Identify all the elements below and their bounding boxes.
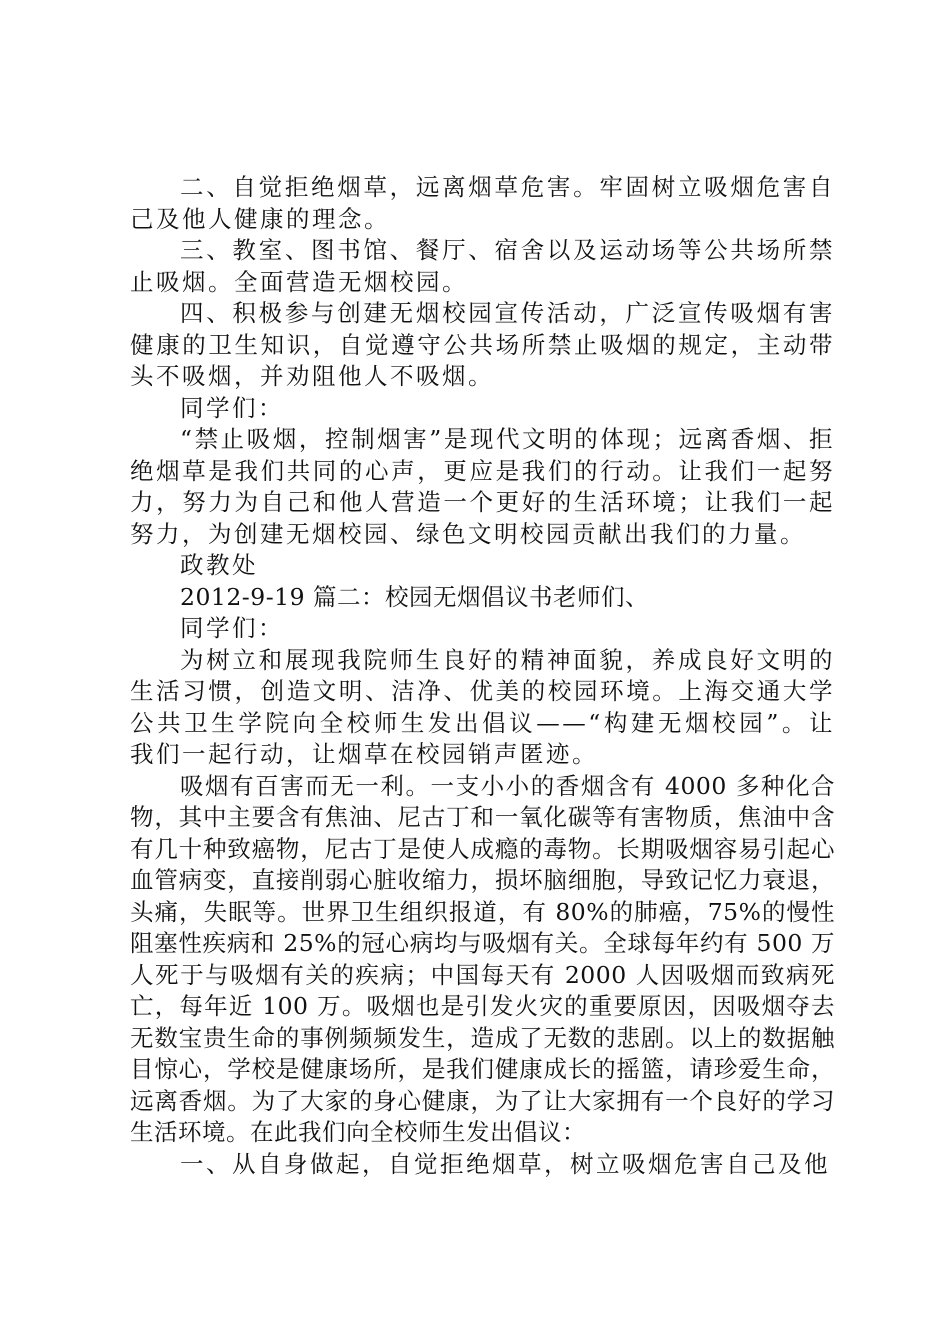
salutation-classmates: 同学们：: [180, 393, 284, 422]
paragraph-item-3: 三、教室、图书馆、餐厅、宿舍以及运动场等公共场所禁止吸烟。全面营造无烟校园。: [130, 236, 835, 296]
signature-office: 政教处: [180, 551, 258, 579]
paragraph-item-4: 四、积极参与创建无烟校园宣传活动，广泛宣传吸烟有害健康的卫生知识，自觉遵守公共场所禁止吸烟的规定，主动带头不吸烟，并劝阻他人不吸烟。: [130, 299, 835, 390]
harm-paragraph: 吸烟有百害而无一利。一支小小的香烟含有 4000 多种化合物，其中主要含有焦油、尼古丁和一氧化碳等有害物质，焦油中含有几十种致癌物，尼古丁是使人成瘾的毒物。长期吸烟容易引起心血管病变，直接削弱心脏收缩力，损坏脑细胞，导致记忆力衰退，头痛，失眠等。世界卫生组织报道，有 80%的肺癌，75%的慢性阻塞性疾病和 25%的冠心病均与吸烟有关。全球每年约有 500 万人死于与吸烟有关的疾病；中国每天有 2000 人因吸烟而致病死亡，每年近 100 万。吸烟也是引发火灾的重要原因，因吸烟夺去无数宝贵生命的事例频频发生，造成了无数的悲剧。以上的数据触目惊心，学校是健康场所，是我们健康成长的摇篮，请珍爱生命，远离香烟。为了大家的身心健康，为了让大家拥有一个良好的学习生活环境。在此我们向全校师生发出倡议：: [130, 771, 835, 1146]
paragraph-item-2: 二、自觉拒绝烟草，远离烟草危害。牢固树立吸烟危害自己及他人健康的理念。: [130, 173, 835, 233]
document-body: [130, 172, 835, 1180]
closing-paragraph: “禁止吸烟，控制烟害”是现代文明的体现；远离香烟、拒绝烟草是我们共同的心声，更应是我们的行动。让我们一起努力，努力为自己和他人营造一个更好的生活环境；让我们一起努力，为创建无烟校园、绿色文明校园贡献出我们的力量。: [130, 425, 835, 548]
date-and-section-title: 2012-9-19 篇二：校园无烟倡议书老师们、: [180, 582, 650, 611]
salutation-classmates-2: 同学们：: [180, 614, 284, 642]
proposal-item-1: 一、从自身做起，自觉拒绝烟草，树立吸烟危害自己及他: [180, 1149, 830, 1178]
intro-paragraph: 为树立和展现我院师生良好的精神面貌，养成良好文明的生活习惯，创造文明、洁净、优美的校园环境。上海交通大学公共卫生学院向全校师生发出倡议——“构建无烟校园”。让我们一起行动，让烟草在校园销声匿迹。: [130, 645, 835, 768]
